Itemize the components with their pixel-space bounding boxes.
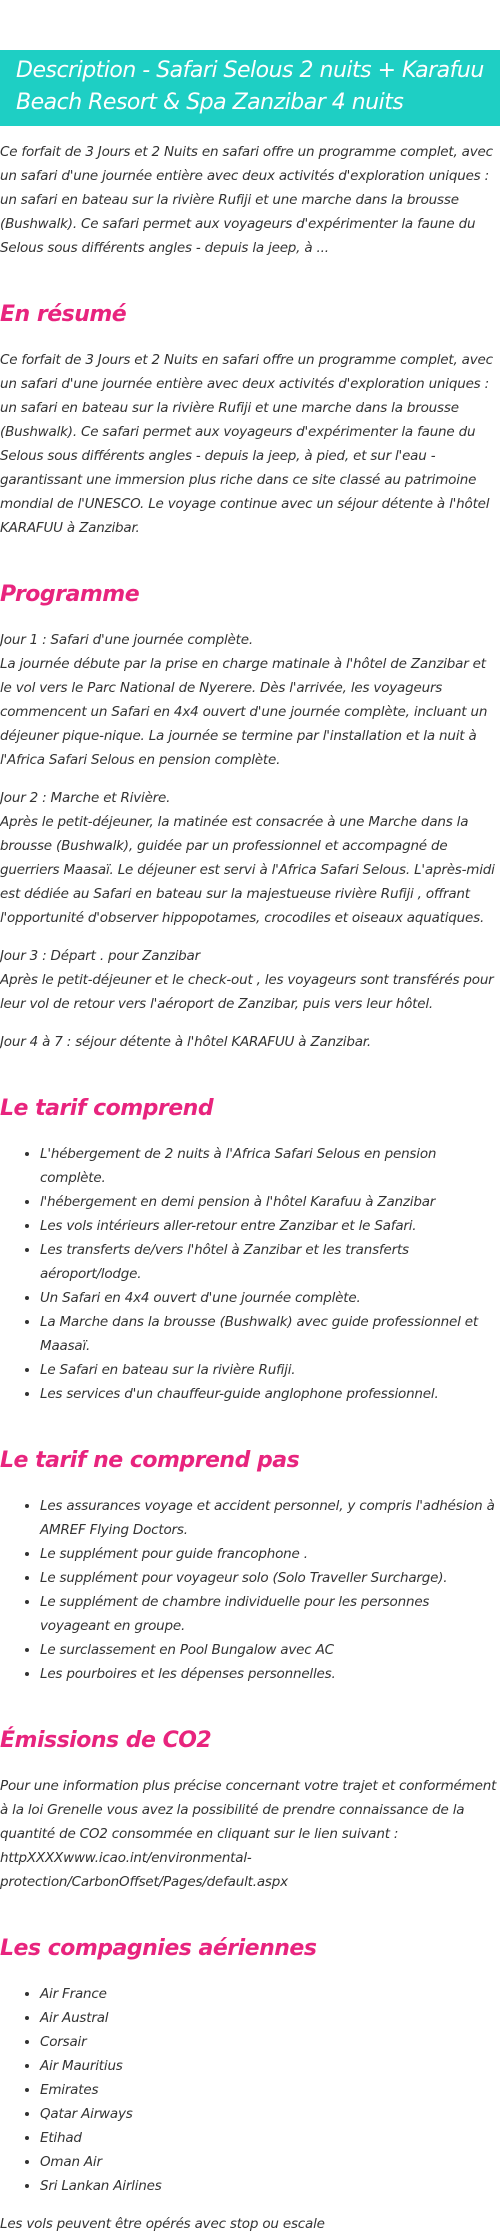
excluded-item: • Le supplément pour guide francophone . bbox=[40, 1542, 500, 1566]
excluded-item: • Les pourboires et les dépenses personnelles. bbox=[40, 1662, 500, 1686]
day-3-title: Jour 3 : Départ . pour Zanzibar bbox=[0, 948, 200, 964]
excluded-item: • Les assurances voyage et accident personnel, y compris l'adhésion à AMREF Flying Doctors. bbox=[40, 1494, 500, 1542]
airline-item: • Air Austral bbox=[40, 2006, 500, 2030]
included-item: • Les services d'un chauffeur-guide anglophone professionnel. bbox=[40, 1382, 500, 1406]
airline-item: • Air Mauritius bbox=[40, 2054, 500, 2078]
airlines-list bbox=[0, 1982, 500, 2198]
programme-heading: Programme bbox=[0, 582, 140, 607]
included-item: • L'hébergement de 2 nuits à l'Africa Safari Selous en pension complète. bbox=[40, 1142, 500, 1190]
airline-item: • Oman Air bbox=[40, 2150, 500, 2174]
excluded-list bbox=[0, 1494, 500, 1686]
excluded-item: • Le supplément pour voyageur solo (Solo Traveller Surcharge). bbox=[40, 1566, 500, 1590]
day-1-title: Jour 1 : Safari d'une journée complète. bbox=[0, 632, 253, 648]
airlines-heading: Les compagnies aériennes bbox=[0, 1936, 317, 1961]
day-2-title: Jour 2 : Marche et Rivière. bbox=[0, 790, 171, 806]
included-item: • La Marche dans la brousse (Bushwalk) avec guide professionnel et Maasaï. bbox=[40, 1310, 500, 1358]
included-item: • Un Safari en 4x4 ouvert d'une journée complète. bbox=[40, 1286, 500, 1310]
day-2-text: Après le petit-déjeuner, la matinée est consacrée à une Marche dans la brousse (Bushwalk), guidée par un professionnel et accompagné de guerriers Maasaï. Le déjeuner est servi à l'Africa Safari Selous. L'après-midi est dédiée au Safari en bateau sur la majestueuse rivière Rufiji , offrant l'opportunité d'observer hippopotames, crocodiles et oiseaux aquatiques. bbox=[0, 814, 495, 926]
included-list bbox=[0, 1142, 500, 1406]
intro-paragraph: Ce forfait de 3 Jours et 2 Nuits en safari offre un programme complet, avec un safari d'une journée entière avec deux activités d'exploration uniques : un safari en bateau sur la rivière Rufiji et une marche dans la brousse (Bushwalk). Ce safari permet aux voyageurs d'expérimenter la faune du Selous sous différents angles - depuis la jeep, à ... bbox=[0, 144, 493, 256]
resume-heading: En résumé bbox=[0, 302, 127, 327]
included-item: • Les vols intérieurs aller-retour entre Zanzibar et le Safari. bbox=[40, 1214, 500, 1238]
page-title: Description - Safari Selous 2 nuits + Karafuu Beach Resort & Spa Zanzibar 4 nuits bbox=[0, 50, 500, 126]
day-2-block bbox=[0, 786, 500, 930]
included-heading: Le tarif comprend bbox=[0, 1096, 214, 1121]
airline-item: • Qatar Airways bbox=[40, 2102, 500, 2126]
day-1-block bbox=[0, 628, 500, 772]
excluded-item: • Le surclassement en Pool Bungalow avec AC bbox=[40, 1638, 500, 1662]
airline-item: • Etihad bbox=[40, 2126, 500, 2150]
included-item: • Les transferts de/vers l'hôtel à Zanzibar et les transferts aéroport/lodge. bbox=[40, 1238, 500, 1286]
airline-item: • Air France bbox=[40, 1982, 500, 2006]
co2-heading: Émissions de CO2 bbox=[0, 1728, 212, 1753]
co2-paragraph: Pour une information plus précise concernant votre trajet et conformément à la loi Grenelle vous avez la possibilité de prendre connaissance de la quantité de CO2 consommée en cliquant sur le lien suivant : httpXXXXwww.icao.int/environmental-protection/CarbonOffset/Pages/default.aspx bbox=[0, 1778, 497, 1890]
day-3-text: Après le petit-déjeuner et le check-out , les voyageurs sont transférés pour leur vol de retour vers l'aéroport de Zanzibar, puis vers leur hôtel. bbox=[0, 972, 494, 1012]
airlines-note: Les vols peuvent être opérés avec stop ou escale bbox=[0, 2216, 325, 2232]
airline-item: • Corsair bbox=[40, 2030, 500, 2054]
resume-paragraph: Ce forfait de 3 Jours et 2 Nuits en safari offre un programme complet, avec un safari d'une journée entière avec deux activités d'exploration uniques : un safari en bateau sur la rivière Rufiji et une marche dans la brousse (Bushwalk). Ce safari permet aux voyageurs d'expérimenter la faune du Selous sous différents angles - depuis la jeep, à pied, et sur l'eau - garantissant une immersion plus riche dans ce site classé au patrimoine mondial de l'UNESCO. Le voyage continue avec un séjour détente à l'hôtel KARAFUU à Zanzibar. bbox=[0, 352, 493, 536]
included-item: • l'hébergement en demi pension à l'hôtel Karafuu à Zanzibar bbox=[40, 1190, 500, 1214]
airline-item: • Sri Lankan Airlines bbox=[40, 2174, 500, 2198]
day-1-text: La journée débute par la prise en charge matinale à l'hôtel de Zanzibar et le vol vers le Parc National de Nyerere. Dès l'arrivée, les voyageurs commencent un Safari en 4x4 ouvert d'une journée complète, incluant un déjeuner pique-nique. La journée se termine par l'installation et la nuit à l'Africa Safari Selous en pension complète. bbox=[0, 656, 488, 768]
airline-item: • Emirates bbox=[40, 2078, 500, 2102]
day-4-7-text: Jour 4 à 7 : séjour détente à l'hôtel KARAFUU à Zanzibar. bbox=[0, 1034, 371, 1050]
excluded-item: • Le supplément de chambre individuelle pour les personnes voyageant en groupe. bbox=[40, 1590, 500, 1638]
excluded-heading: Le tarif ne comprend pas bbox=[0, 1448, 300, 1473]
day-3-block bbox=[0, 944, 500, 1016]
included-item: • Le Safari en bateau sur la rivière Rufiji. bbox=[40, 1358, 500, 1382]
